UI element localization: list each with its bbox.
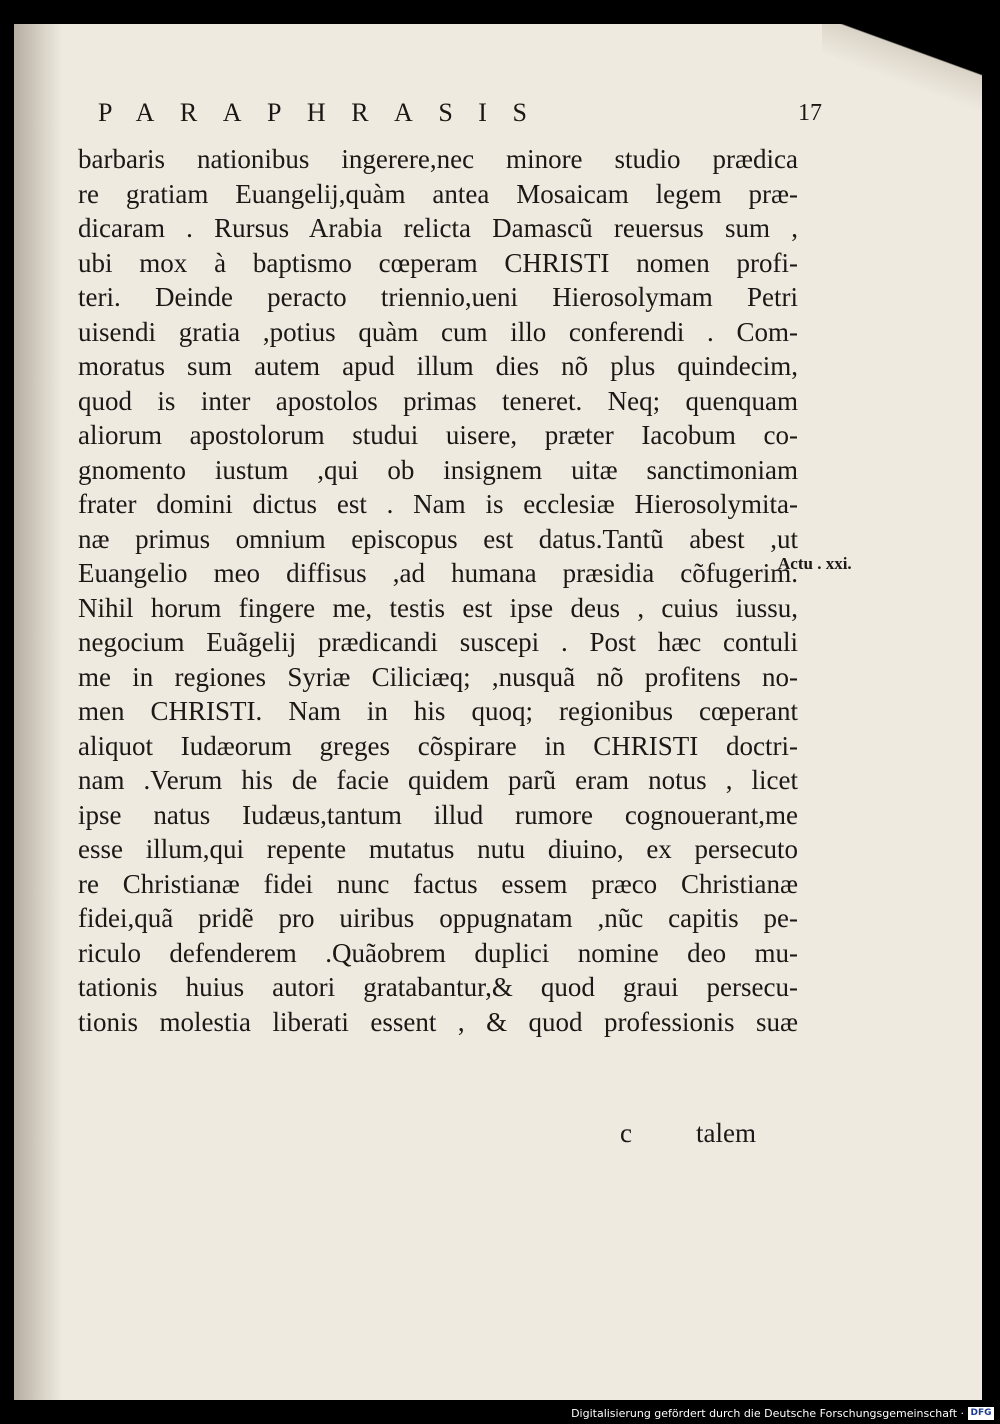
text-line: uisendi gratia ,potius quàm cum illo conferendi . Com-: [78, 316, 798, 347]
running-head: PARAPHRASIS: [98, 98, 553, 127]
text-line: tationis huius autori gratabantur,& quod graui persecu-: [78, 972, 798, 1002]
text-line: Nihil horum fingere me, testis est ipse deus , cuius iussu,: [78, 592, 798, 623]
digitization-credit: Digitalisierung gefördert durch die Deutsche Forschungsgemeinschaft ·: [571, 1407, 964, 1420]
page-number: 17: [798, 100, 822, 126]
text-line: aliorum apostolorum studui uisere, præter Iacobum co-: [78, 420, 798, 450]
text-line: fidei,quã pridẽ pro uiribus oppugnatam ,nũc capitis pe-: [78, 903, 798, 933]
catchword: talem: [696, 1118, 756, 1148]
text-line: næ primus omnium episcopus est datus.Tantũ abest ,ut: [78, 523, 798, 554]
text-line: nam .Verum his de facie quidem parũ eram notus , licet: [78, 765, 798, 795]
body-text: [78, 142, 798, 1039]
text-line: me in regiones Syriæ Ciliciæq; ,nusquã nõ profitens no-: [78, 661, 798, 692]
text-line: tionis molestia liberati essent , & quod professionis suæ: [78, 1006, 798, 1037]
text-line: re Christianæ fidei nunc factus essem præco Christianæ: [78, 868, 798, 899]
text-line: ipse natus Iudæus,tantum illud rumore cognouerant,me: [78, 799, 798, 830]
text-line: aliquot Iudæorum greges cõspirare in CHRISTI doctri-: [78, 730, 798, 761]
text-line: frater domini dictus est . Nam is ecclesiæ Hierosolymita-: [78, 489, 798, 519]
gutter-shadow: [14, 24, 62, 1400]
catchline: [574, 1118, 774, 1158]
text-line: riculo defenderem .Quãobrem duplici nomine deo mu-: [78, 937, 798, 968]
text-line: dicaram . Rursus Arabia relicta Damascũ reuersus sum ,: [78, 213, 798, 243]
text-line: moratus sum autem apud illum dies nõ plus quindecim,: [78, 351, 798, 381]
text-line: negocium Euãgelij prædicandi suscepi . Post hæc contuli: [78, 627, 798, 657]
text-line: teri. Deinde peracto triennio,ueni Hierosolymam Petri: [78, 282, 798, 312]
signature-mark: c: [620, 1118, 632, 1148]
text-line: men CHRISTI. Nam in his quoq; regionibus cœperant: [78, 696, 798, 726]
marginal-note: Actu . xxi.: [778, 554, 852, 573]
text-line: quod is inter apostolos primas teneret. Neq; quenquam: [78, 385, 798, 416]
text-line: re gratiam Euangelij,quàm antea Mosaicam legem præ-: [78, 178, 798, 209]
text-line: esse illum,qui repente mutatus nutu diuino, ex persecuto: [78, 834, 798, 864]
page-corner-fold: [822, 24, 982, 114]
text-line: gnomento iustum ,qui ob insignem uitæ sanctimoniam: [78, 454, 798, 485]
book-page: [14, 24, 982, 1400]
dfg-logo: DFG: [968, 1407, 994, 1420]
page-header: [98, 98, 822, 138]
text-line: Euangelio meo diffisus ,ad humana præsidia cõfugerim.: [78, 558, 798, 588]
text-line: barbaris nationibus ingerere,nec minore studio prædica: [78, 144, 798, 174]
text-line: ubi mox à baptismo cœperam CHRISTI nomen profi-: [78, 247, 798, 278]
